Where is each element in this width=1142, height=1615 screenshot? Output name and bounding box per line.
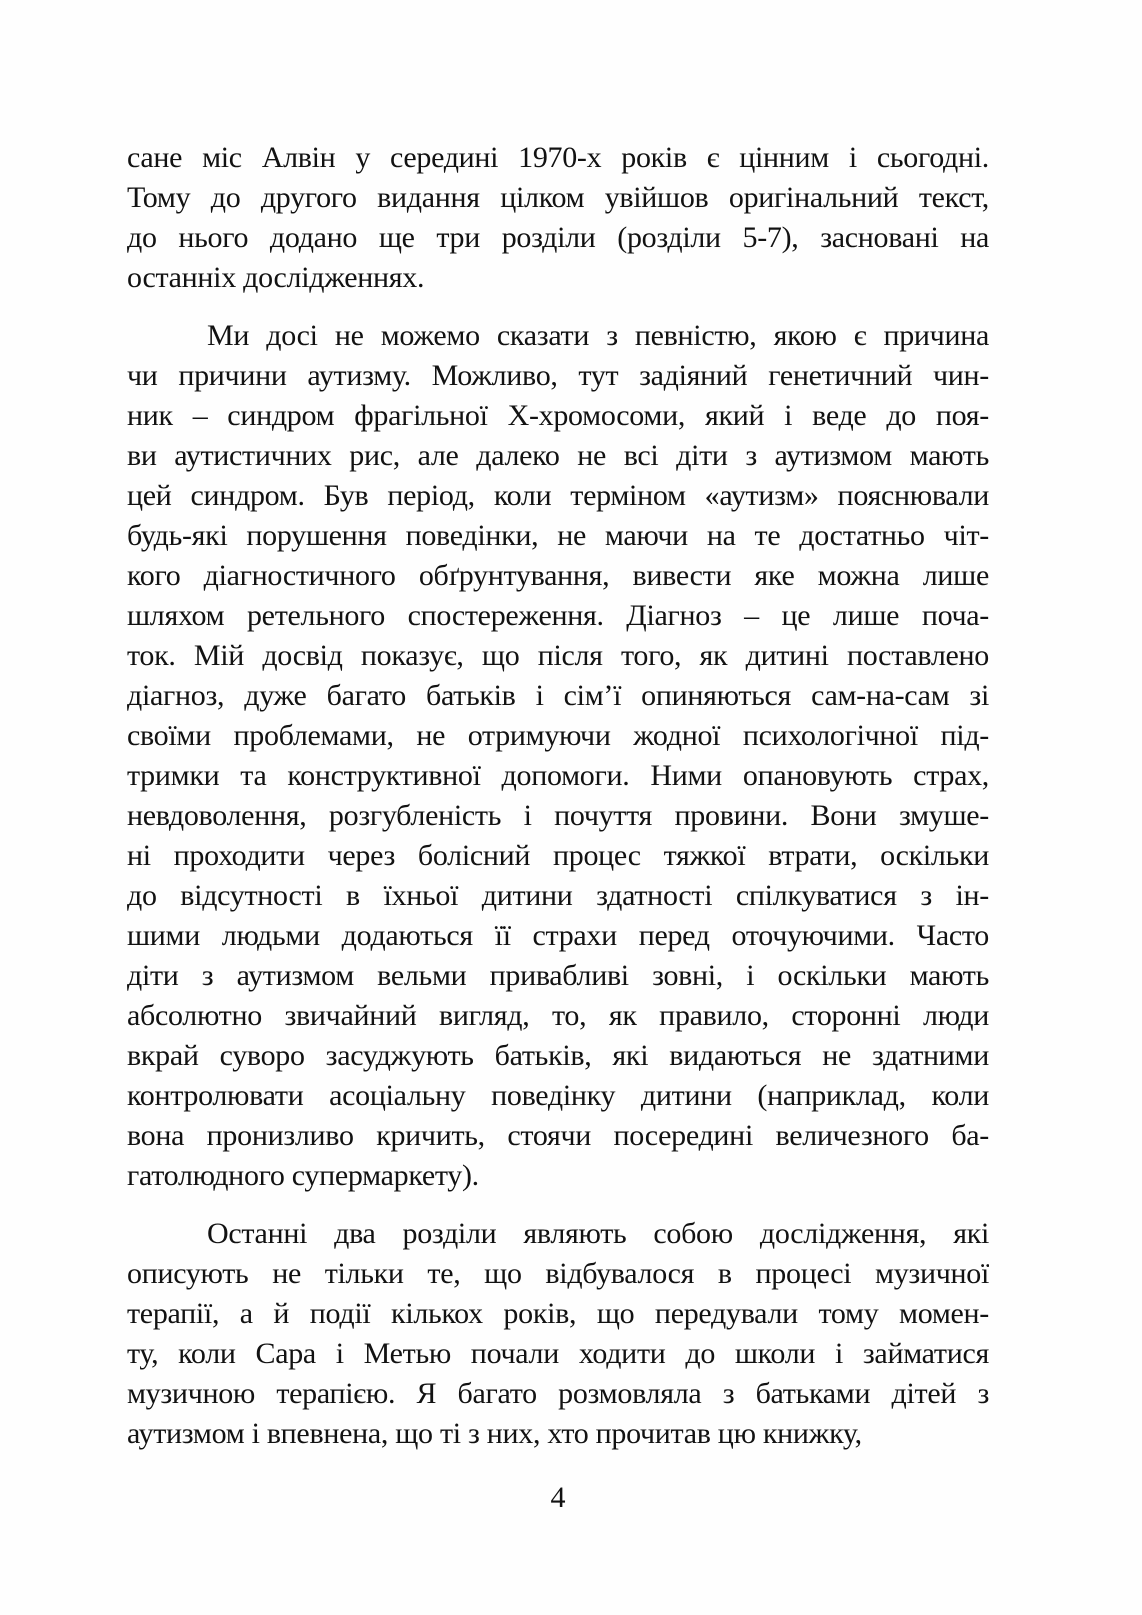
paragraph: [127, 138, 989, 298]
text-line: вона пронизливо кричить, стоячи посередині величезного ба-: [127, 1119, 989, 1152]
text-line: ні проходити через болісний процес тяжкої втрати, оскільки: [127, 839, 989, 872]
text-line: діти з аутизмом вельми привабливі зовні, і оскільки мають: [127, 959, 989, 992]
paragraph: [127, 316, 989, 1196]
text-line: ник – синдром фрагільної Х-хромосоми, який і веде до поя-: [127, 399, 989, 432]
text-line: тримки та конструктивної допомоги. Ними опановують страх,: [127, 759, 989, 792]
text-line: кого діагностичного обґрунтування, вивести яке можна лише: [127, 559, 989, 592]
text-line: чи причини аутизму. Можливо, тут задіяний генетичний чин-: [127, 359, 989, 392]
text-line: сане міс Алвін у середині 1970-х років є цінним і сьогодні.: [127, 141, 989, 174]
text-line: шими людьми додаються її страхи перед оточуючими. Часто: [127, 919, 989, 952]
text-line: шляхом ретельного спостереження. Діагноз – це лише поча-: [127, 599, 989, 632]
text-line: музичною терапією. Я багато розмовляла з батьками дітей з: [127, 1377, 989, 1410]
text-line: терапії, а й події кількох років, що передували тому момен-: [127, 1297, 989, 1330]
text-line: абсолютно звичайний вигляд, то, як правило, сторонні люди: [127, 999, 989, 1032]
text-line: контролювати асоціальну поведінку дитини (наприклад, коли: [127, 1079, 989, 1112]
text-line: аутизмом і впевнена, що ті з них, хто прочитав цю книжку,: [127, 1417, 862, 1450]
text-line: своїми проблемами, не отримуючи жодної психологічної під-: [127, 719, 989, 752]
text-line: будь-які порушення поведінки, не маючи на те достатньо чіт-: [127, 519, 989, 552]
text-line: ви аутистичних рис, але далеко не всі діти з аутизмом мають: [127, 439, 989, 472]
text-line: до відсутності в їхньої дитини здатності спілкуватися з ін-: [127, 879, 989, 912]
paragraph: [127, 1214, 989, 1454]
text-block: [127, 138, 989, 1454]
text-line: гатолюдного супермаркету).: [127, 1159, 479, 1192]
text-line: Ми досі не можемо сказати з певністю, якою є причина: [207, 319, 989, 352]
text-line: цей синдром. Був період, коли терміном «аутизм» пояснювали: [127, 479, 989, 512]
text-line: невдоволення, розгубленість і почуття провини. Вони змуше-: [127, 799, 989, 832]
text-line: описують не тільки те, що відбувалося в процесі музичної: [127, 1257, 989, 1290]
page-number: 4: [550, 1481, 566, 1514]
text-line: Тому до другого видання цілком увійшов оригінальний текст,: [127, 181, 989, 214]
text-line: ту, коли Сара і Метью почали ходити до школи і займатися: [127, 1337, 989, 1370]
text-line: останніх дослідженнях.: [127, 261, 425, 294]
text-line: вкрай суворо засуджують батьків, які видаються не здатними: [127, 1039, 989, 1072]
text-line: Останні два розділи являють собою дослідження, які: [207, 1217, 989, 1250]
text-line: до нього додано ще три розділи (розділи 5-7), засновані на: [127, 221, 989, 254]
text-line: діагноз, дуже багато батьків і сім’ї опиняються сам-на-сам зі: [127, 679, 989, 712]
text-line: ток. Мій досвід показує, що після того, як дитині поставлено: [127, 639, 989, 672]
